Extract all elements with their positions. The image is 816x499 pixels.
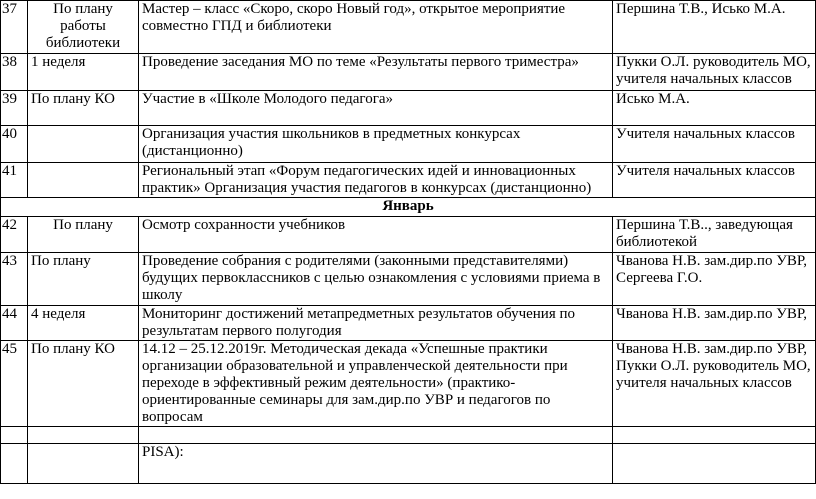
table-body-tail — [1, 427, 816, 484]
spacer-cell — [1, 427, 28, 444]
table-body-month — [1, 198, 816, 217]
table-row — [1, 444, 816, 484]
row-number: 41 — [1, 163, 28, 198]
row-number: 37 — [1, 1, 28, 54]
row-plan — [28, 163, 139, 198]
row-plan: По плану КО — [28, 91, 139, 126]
row-event: Проведение заседания МО по теме «Результаты первого триместра» — [139, 54, 613, 91]
table-row — [1, 217, 816, 253]
table-row — [1, 306, 816, 341]
row-plan: По плану — [28, 217, 139, 253]
table-row — [1, 54, 816, 91]
row-plan — [28, 444, 139, 484]
row-event: Мониторинг достижений метапредметных результатов обучения по результатам первого полугодия — [139, 306, 613, 341]
spacer-row — [1, 427, 816, 444]
row-responsible: Чванова Н.В. зам.дир.по УВР, — [613, 306, 816, 341]
spacer-cell — [139, 427, 613, 444]
table-row — [1, 253, 816, 306]
row-number: 38 — [1, 54, 28, 91]
row-responsible: Учителя начальных классов — [613, 163, 816, 198]
row-event: Организация участия школьников в предметных конкурсах (дистанционно) — [139, 126, 613, 163]
row-number: 43 — [1, 253, 28, 306]
row-responsible: Исько М.А. — [613, 91, 816, 126]
month-row — [1, 198, 816, 217]
row-responsible: Чванова Н.В. зам.дир.по УВР, Сергеева Г.О. — [613, 253, 816, 306]
row-number: 44 — [1, 306, 28, 341]
table-row — [1, 1, 816, 54]
row-number: 39 — [1, 91, 28, 126]
row-event: Региональный этап «Форум педагогических идей и инновационных практик» Организация участия педагогов в конкурсах (дистанционно) — [139, 163, 613, 198]
table-row — [1, 91, 816, 126]
month-header: Январь — [1, 198, 816, 217]
row-plan: 4 неделя — [28, 306, 139, 341]
row-number: 45 — [1, 341, 28, 427]
row-event: Мастер – класс «Скоро, скоро Новый год», открытое мероприятие совместно ГПД и библиотеки — [139, 1, 613, 54]
spacer-cell — [613, 427, 816, 444]
row-responsible: Учителя начальных классов — [613, 126, 816, 163]
row-number: 40 — [1, 126, 28, 163]
row-responsible — [613, 444, 816, 484]
row-plan — [28, 126, 139, 163]
table-body-top — [1, 1, 816, 198]
row-responsible: Чванова Н.В. зам.дир.по УВР, Пукки О.Л. руководитель МО, учителя начальных классов — [613, 341, 816, 427]
row-plan: По плану КО — [28, 341, 139, 427]
row-event: 14.12 – 25.12.2019г. Методическая декада «Успешные практики организации образовательной и управленческой деятельности при переходе в эффективный режим деятельности» (практико-ориентированные семинары для зам.дир.по УВР и педагогов по вопросам — [139, 341, 613, 427]
row-event: Участие в «Школе Молодого педагога» — [139, 91, 613, 126]
table-row — [1, 163, 816, 198]
row-responsible: Першина Т.В., Исько М.А. — [613, 1, 816, 54]
row-event: Осмотр сохранности учебников — [139, 217, 613, 253]
row-number — [1, 444, 28, 484]
row-event: Проведение собрания с родителями (законными представителями) будущих первоклассников с целью ознакомления с условиями приема в школу — [139, 253, 613, 306]
row-responsible: Першина Т.В.., заведующая библиотекой — [613, 217, 816, 253]
spacer-cell — [28, 427, 139, 444]
row-event: PISA): — [139, 444, 613, 484]
row-plan: По плану — [28, 253, 139, 306]
row-plan: По плану работы библиотеки — [28, 1, 139, 54]
table-row — [1, 341, 816, 427]
table-body-bottom — [1, 217, 816, 427]
row-responsible: Пукки О.Л. руководитель МО, учителя начальных классов — [613, 54, 816, 91]
row-number: 42 — [1, 217, 28, 253]
row-plan: 1 неделя — [28, 54, 139, 91]
table-row — [1, 126, 816, 163]
